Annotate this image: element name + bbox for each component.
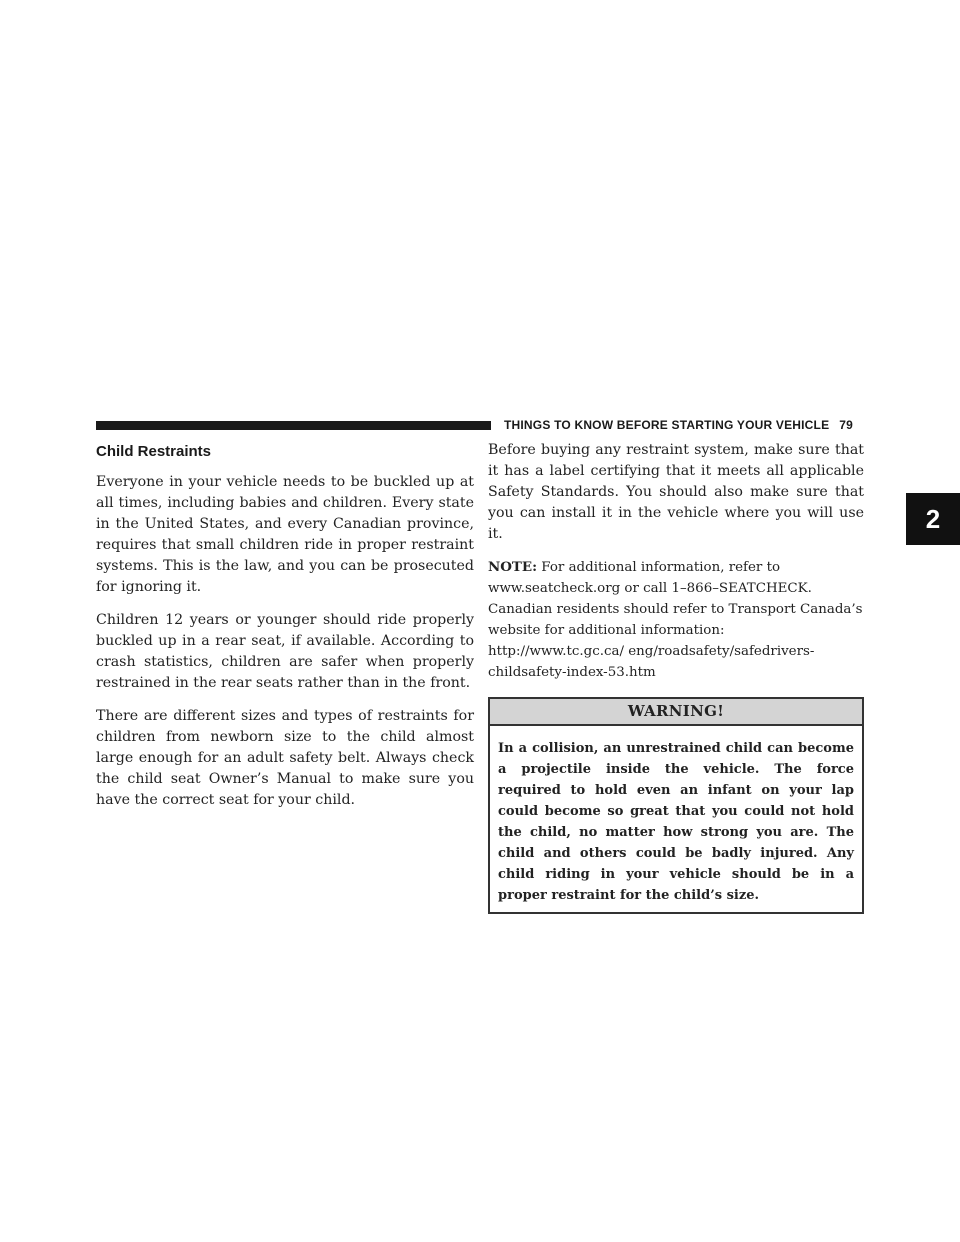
warning-title: WARNING!	[490, 699, 862, 726]
header-bar	[96, 421, 491, 430]
note-label: NOTE:	[488, 559, 538, 575]
warning-box	[488, 697, 864, 914]
note-text: For additional information, refer to www.seatcheck.org or call 1–866–SEATCHECK. Canadian residents should refer to Transport Canada’s website for additional information: http://www.tc.gc.ca/ eng/roadsafety/safedrivers-childsafety-index-53.htm	[488, 560, 863, 680]
paragraph-1: Everyone in your vehicle needs to be buckled up at all times, including babies and children. Every state in the United States, and every Canadian province, requires that small children ride in proper restraint systems. This is the law, and you can be prosecuted for ignoring it.	[96, 474, 474, 595]
paragraph-3: There are different sizes and types of restraints for children from newborn size to the child almost large enough for an adult safety belt. Always check the child seat Owner’s Manual to make sure you have the correct seat for your child.	[96, 708, 474, 808]
left-column	[96, 440, 474, 823]
running-header	[504, 418, 853, 432]
note	[488, 557, 864, 683]
header-section-title: THINGS TO KNOW BEFORE STARTING YOUR VEHICLE	[504, 418, 830, 432]
warning-text: In a collision, an unrestrained child can become a projectile inside the vehicle. The force required to hold even an infant on your lap could become so great that you could not hold the child, no matter how strong you are. The child and others could be badly injured. Any child riding in your vehicle should be in a proper restraint for the child’s size.	[498, 741, 854, 903]
page-number: 79	[839, 418, 854, 432]
section-heading: Child Restraints	[96, 443, 212, 460]
paragraph-2: Children 12 years or younger should ride properly buckled up in a rear seat, if available. According to crash statistics, children are safer when properly restrained in the rear seats rather than in the front.	[96, 612, 474, 691]
chapter-tab: 2	[906, 493, 960, 545]
right-column	[488, 440, 864, 914]
paragraph-4: Before buying any restraint system, make sure that it has a label certifying that it meets all applicable Safety Standards. You should also make sure that you can install it in the vehicle where you will use it.	[488, 442, 864, 542]
